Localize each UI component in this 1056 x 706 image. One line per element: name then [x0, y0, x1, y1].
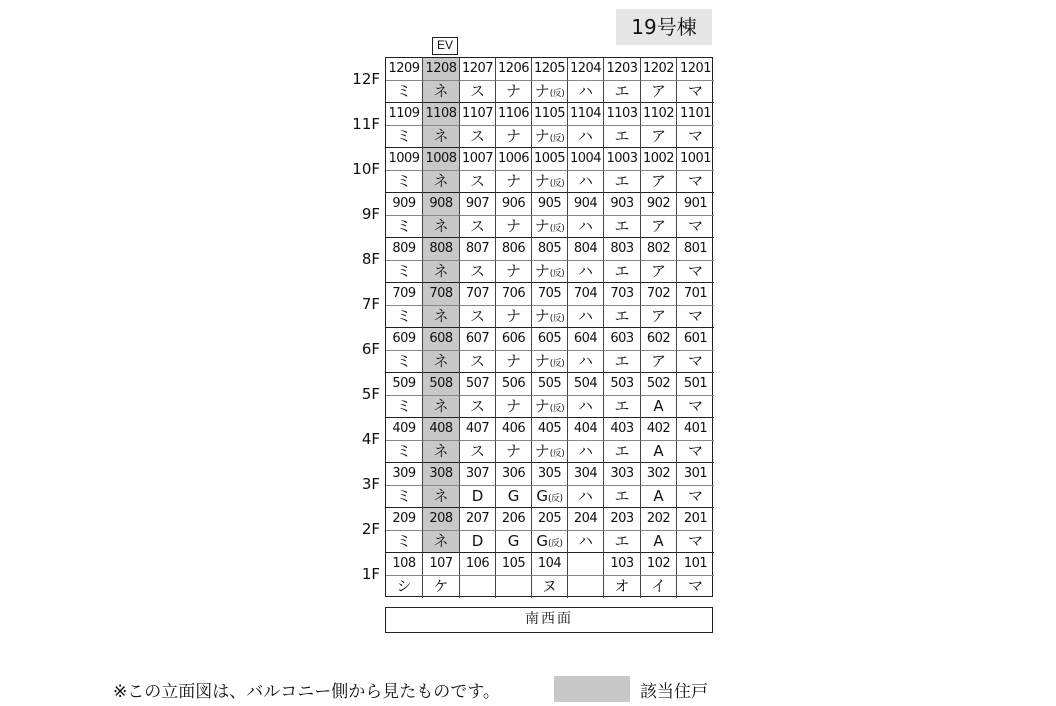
unit-type-cell: ア — [641, 216, 677, 239]
unit-type-cell: ネ — [423, 396, 460, 419]
unit-type-cell: ケ — [423, 576, 460, 599]
unit-type-cell: ネ — [423, 486, 460, 509]
unit-type-cell: マ — [677, 261, 714, 284]
unit-type-cell: ナ — [496, 126, 532, 149]
room-number-cell: 207 — [460, 508, 496, 531]
room-number-cell: 209 — [386, 508, 423, 531]
room-number-cell: 803 — [604, 238, 641, 261]
building-title: 19号棟 — [616, 9, 712, 45]
room-number-cell: 701 — [677, 283, 714, 306]
unit-type-cell: ハ — [568, 306, 604, 329]
room-number-cell: 1105 — [532, 103, 568, 126]
room-number-cell: 805 — [532, 238, 568, 261]
unit-type-cell: ア — [641, 81, 677, 104]
unit-type-cell: マ — [677, 216, 714, 239]
room-number-cell: 401 — [677, 418, 714, 441]
room-number-cell: 1003 — [604, 148, 641, 171]
room-number-cell: 1208 — [423, 58, 460, 81]
unit-type-cell: ス — [460, 261, 496, 284]
room-number-cell: 1107 — [460, 103, 496, 126]
unit-type-cell: ハ — [568, 441, 604, 464]
elevator-label: EV — [432, 37, 458, 55]
elevation-grid — [385, 57, 713, 597]
unit-type-cell: エ — [604, 351, 641, 374]
unit-type-cell: ナ — [496, 81, 532, 104]
floor-label: 11F — [352, 114, 380, 133]
unit-type-cell: ネ — [423, 531, 460, 554]
floor-label: 9F — [361, 204, 380, 223]
room-number-cell: 906 — [496, 193, 532, 216]
room-number-cell: 1106 — [496, 103, 532, 126]
unit-type-cell: マ — [677, 81, 714, 104]
room-number-cell: 409 — [386, 418, 423, 441]
room-number-cell: 1202 — [641, 58, 677, 81]
room-number-cell: 1109 — [386, 103, 423, 126]
room-number-cell: 1205 — [532, 58, 568, 81]
unit-type-cell: シ — [386, 576, 423, 599]
room-number-cell: 208 — [423, 508, 460, 531]
note-text: ※この立面図は、バルコニー側から見たものです。 — [113, 682, 500, 702]
unit-type-cell — [568, 576, 604, 599]
room-number-cell: 1203 — [604, 58, 641, 81]
room-number-cell: 106 — [460, 553, 496, 576]
room-number-cell — [568, 553, 604, 576]
room-number-cell: 604 — [568, 328, 604, 351]
unit-type-cell: G — [496, 531, 532, 554]
unit-type-cell: ネ — [423, 261, 460, 284]
room-number-cell: 909 — [386, 193, 423, 216]
unit-type-cell: ハ — [568, 531, 604, 554]
room-number-cell: 1101 — [677, 103, 714, 126]
room-number-cell: 1001 — [677, 148, 714, 171]
room-number-cell: 801 — [677, 238, 714, 261]
unit-type-cell: ミ — [386, 171, 423, 194]
unit-type-cell: ヌ — [532, 576, 568, 599]
room-number-cell: 902 — [641, 193, 677, 216]
unit-type-cell — [460, 576, 496, 599]
unit-type-cell: ア — [641, 126, 677, 149]
unit-type-cell: ハ — [568, 171, 604, 194]
room-number-cell: 1102 — [641, 103, 677, 126]
room-number-cell: 301 — [677, 463, 714, 486]
room-number-cell: 608 — [423, 328, 460, 351]
unit-type-cell: ナ — [496, 441, 532, 464]
unit-type-cell: ネ — [423, 306, 460, 329]
floor-label: 7F — [361, 294, 380, 313]
unit-type-cell: ハ — [568, 396, 604, 419]
room-number-cell: 605 — [532, 328, 568, 351]
unit-type-cell: ミ — [386, 261, 423, 284]
unit-type-cell: ハ — [568, 126, 604, 149]
unit-type-cell: ハ — [568, 81, 604, 104]
unit-type-cell: マ — [677, 486, 714, 509]
room-number-cell: 702 — [641, 283, 677, 306]
room-number-cell: 505 — [532, 373, 568, 396]
room-number-cell: 1008 — [423, 148, 460, 171]
room-number-cell: 408 — [423, 418, 460, 441]
room-number-cell: 707 — [460, 283, 496, 306]
unit-type-cell: A — [641, 486, 677, 509]
room-number-cell: 1103 — [604, 103, 641, 126]
room-number-cell: 903 — [604, 193, 641, 216]
room-number-cell: 907 — [460, 193, 496, 216]
room-number-cell: 404 — [568, 418, 604, 441]
unit-type-cell: ナ(反) — [532, 306, 568, 329]
unit-type-cell: ア — [641, 171, 677, 194]
unit-type-cell: ミ — [386, 396, 423, 419]
room-number-cell: 509 — [386, 373, 423, 396]
unit-type-cell: マ — [687, 576, 703, 595]
room-number-cell: 203 — [604, 508, 641, 531]
room-number-cell: 508 — [423, 373, 460, 396]
unit-type-cell: ハ — [568, 351, 604, 374]
unit-type-cell: ス — [460, 396, 496, 419]
room-number-cell: 101 — [677, 553, 714, 576]
room-number-cell: 302 — [641, 463, 677, 486]
room-number-cell: 205 — [532, 508, 568, 531]
unit-type-cell: ス — [460, 306, 496, 329]
unit-type-cell: マ — [677, 351, 714, 374]
unit-type-cell: ア — [641, 351, 677, 374]
unit-type-cell: ミ — [386, 126, 423, 149]
unit-type-cell: ナ(反) — [532, 441, 568, 464]
legend-swatch — [554, 676, 630, 702]
room-number-cell: 307 — [460, 463, 496, 486]
room-number-cell: 107 — [423, 553, 460, 576]
room-number-cell: 202 — [641, 508, 677, 531]
unit-type-cell: ネ — [423, 441, 460, 464]
room-number-cell: 1002 — [641, 148, 677, 171]
room-number-cell: 309 — [386, 463, 423, 486]
room-number-cell: 1005 — [532, 148, 568, 171]
unit-type-cell: エ — [604, 396, 641, 419]
room-number-cell: 1204 — [568, 58, 604, 81]
room-number-cell: 706 — [496, 283, 532, 306]
unit-type-cell: ナ(反) — [532, 261, 568, 284]
room-number-cell: 709 — [386, 283, 423, 306]
floor-label: 10F — [352, 159, 380, 178]
floor-label: 3F — [361, 474, 380, 493]
room-number-cell: 905 — [532, 193, 568, 216]
room-number-cell: 704 — [568, 283, 604, 306]
unit-type-cell: ナ — [496, 216, 532, 239]
facade-label: 南西面 — [385, 607, 713, 633]
room-number-cell: 602 — [641, 328, 677, 351]
room-number-cell: 308 — [423, 463, 460, 486]
room-number-cell: 504 — [568, 373, 604, 396]
unit-type-cell: ハ — [568, 261, 604, 284]
unit-type-cell: マ — [677, 126, 714, 149]
floor-label: 4F — [361, 429, 380, 448]
room-number-cell: 402 — [641, 418, 677, 441]
room-number-cell: 1201 — [677, 58, 714, 81]
room-number-cell: 809 — [386, 238, 423, 261]
room-number-cell: 1104 — [568, 103, 604, 126]
unit-type-cell: マ — [677, 531, 714, 554]
unit-type-cell: ス — [460, 351, 496, 374]
room-number-cell: 304 — [568, 463, 604, 486]
unit-type-cell: ネ — [423, 216, 460, 239]
unit-type-cell: マ — [677, 171, 714, 194]
room-number-cell: 609 — [386, 328, 423, 351]
room-number-cell: 406 — [496, 418, 532, 441]
unit-type-cell: エ — [604, 486, 641, 509]
room-number-cell: 808 — [423, 238, 460, 261]
unit-type-cell: ミ — [386, 216, 423, 239]
room-number-cell: 1006 — [496, 148, 532, 171]
floor-label: 6F — [361, 339, 380, 358]
legend-label: 該当住戸 — [640, 682, 708, 702]
unit-type-cell: ナ — [496, 171, 532, 194]
unit-type-cell: ミ — [386, 441, 423, 464]
unit-type-cell: マ — [677, 396, 714, 419]
room-number-cell: 603 — [604, 328, 641, 351]
room-number-cell: 1004 — [568, 148, 604, 171]
room-number-cell: 802 — [641, 238, 677, 261]
floor-label: 5F — [361, 384, 380, 403]
unit-type-cell: A — [641, 441, 677, 464]
unit-type-cell: ナ(反) — [532, 396, 568, 419]
unit-type-cell: ナ — [496, 396, 532, 419]
unit-type-cell: エ — [604, 531, 641, 554]
floor-label: 1F — [361, 564, 380, 583]
unit-type-cell: ナ — [496, 261, 532, 284]
unit-type-cell: ナ(反) — [532, 351, 568, 374]
unit-type-cell: A — [641, 531, 677, 554]
unit-type-cell — [496, 576, 532, 599]
unit-type-cell: エ — [604, 306, 641, 329]
unit-type-cell: ナ — [496, 351, 532, 374]
unit-type-cell: イ — [641, 576, 677, 599]
room-number-cell: 708 — [423, 283, 460, 306]
room-number-cell: 806 — [496, 238, 532, 261]
room-number-cell: 103 — [604, 553, 641, 576]
unit-type-cell: D — [460, 486, 496, 509]
unit-type-cell: ミ — [386, 306, 423, 329]
room-number-cell: 507 — [460, 373, 496, 396]
unit-type-cell: G — [496, 486, 532, 509]
room-number-cell: 502 — [641, 373, 677, 396]
unit-type-cell: ミ — [386, 486, 423, 509]
room-number-cell: 204 — [568, 508, 604, 531]
room-number-cell: 102 — [641, 553, 677, 576]
room-number-cell: 407 — [460, 418, 496, 441]
room-number-cell: 405 — [532, 418, 568, 441]
room-number-cell: 1206 — [496, 58, 532, 81]
unit-type-cell: オ — [604, 576, 641, 599]
room-number-cell: 403 — [604, 418, 641, 441]
room-number-cell: 105 — [496, 553, 532, 576]
room-number-cell: 503 — [604, 373, 641, 396]
unit-type-cell: マ — [677, 306, 714, 329]
unit-type-cell: D — [460, 531, 496, 554]
unit-type-cell: ナ(反) — [532, 216, 568, 239]
unit-type-cell: ナ(反) — [532, 171, 568, 194]
unit-type-cell: ス — [460, 126, 496, 149]
room-number-cell: 501 — [677, 373, 714, 396]
unit-type-cell: エ — [604, 126, 641, 149]
room-number-cell: 108 — [386, 553, 423, 576]
room-number-cell: 807 — [460, 238, 496, 261]
room-number-cell: 901 — [677, 193, 714, 216]
room-number-cell: 305 — [532, 463, 568, 486]
room-number-cell: 606 — [496, 328, 532, 351]
unit-type-cell: ナ(反) — [532, 81, 568, 104]
unit-type-cell: ナ — [496, 306, 532, 329]
unit-type-cell: ナ(反) — [532, 126, 568, 149]
unit-type-cell: ネ — [423, 171, 460, 194]
floor-label: 12F — [352, 69, 380, 88]
unit-type-cell: ス — [460, 171, 496, 194]
room-number-cell: 206 — [496, 508, 532, 531]
room-number-cell: 306 — [496, 463, 532, 486]
room-number-cell: 506 — [496, 373, 532, 396]
unit-type-cell: G(反) — [532, 486, 568, 509]
unit-type-cell: エ — [604, 261, 641, 284]
unit-type-cell: エ — [604, 441, 641, 464]
unit-type-cell: ア — [641, 306, 677, 329]
room-number-cell: 104 — [532, 553, 568, 576]
unit-type-cell: ネ — [423, 351, 460, 374]
room-number-cell: 303 — [604, 463, 641, 486]
unit-type-cell: エ — [604, 216, 641, 239]
room-number-cell: 705 — [532, 283, 568, 306]
unit-type-cell: ア — [641, 261, 677, 284]
room-number-cell: 1009 — [386, 148, 423, 171]
room-number-cell: 908 — [423, 193, 460, 216]
unit-type-cell: G(反) — [532, 531, 568, 554]
unit-type-cell: ミ — [386, 351, 423, 374]
floor-label: 8F — [361, 249, 380, 268]
unit-type-cell: ス — [460, 81, 496, 104]
room-number-cell: 1007 — [460, 148, 496, 171]
room-number-cell: 607 — [460, 328, 496, 351]
room-number-cell: 201 — [677, 508, 714, 531]
unit-type-cell: ハ — [568, 486, 604, 509]
room-number-cell: 1108 — [423, 103, 460, 126]
unit-type-cell: ミ — [386, 81, 423, 104]
room-number-cell: 904 — [568, 193, 604, 216]
unit-type-cell: エ — [604, 171, 641, 194]
room-number-cell: 1209 — [386, 58, 423, 81]
floor-label: 2F — [361, 519, 380, 538]
unit-type-cell: ハ — [568, 216, 604, 239]
unit-type-cell: ミ — [386, 531, 423, 554]
unit-type-cell: ス — [460, 441, 496, 464]
unit-type-cell: ス — [460, 216, 496, 239]
unit-type-cell: ネ — [423, 126, 460, 149]
unit-type-cell: マ — [677, 441, 714, 464]
unit-type-cell: エ — [604, 81, 641, 104]
unit-type-cell: A — [641, 396, 677, 419]
room-number-cell: 601 — [677, 328, 714, 351]
room-number-cell: 804 — [568, 238, 604, 261]
unit-type-cell: ネ — [423, 81, 460, 104]
room-number-cell: 1207 — [460, 58, 496, 81]
room-number-cell: 703 — [604, 283, 641, 306]
